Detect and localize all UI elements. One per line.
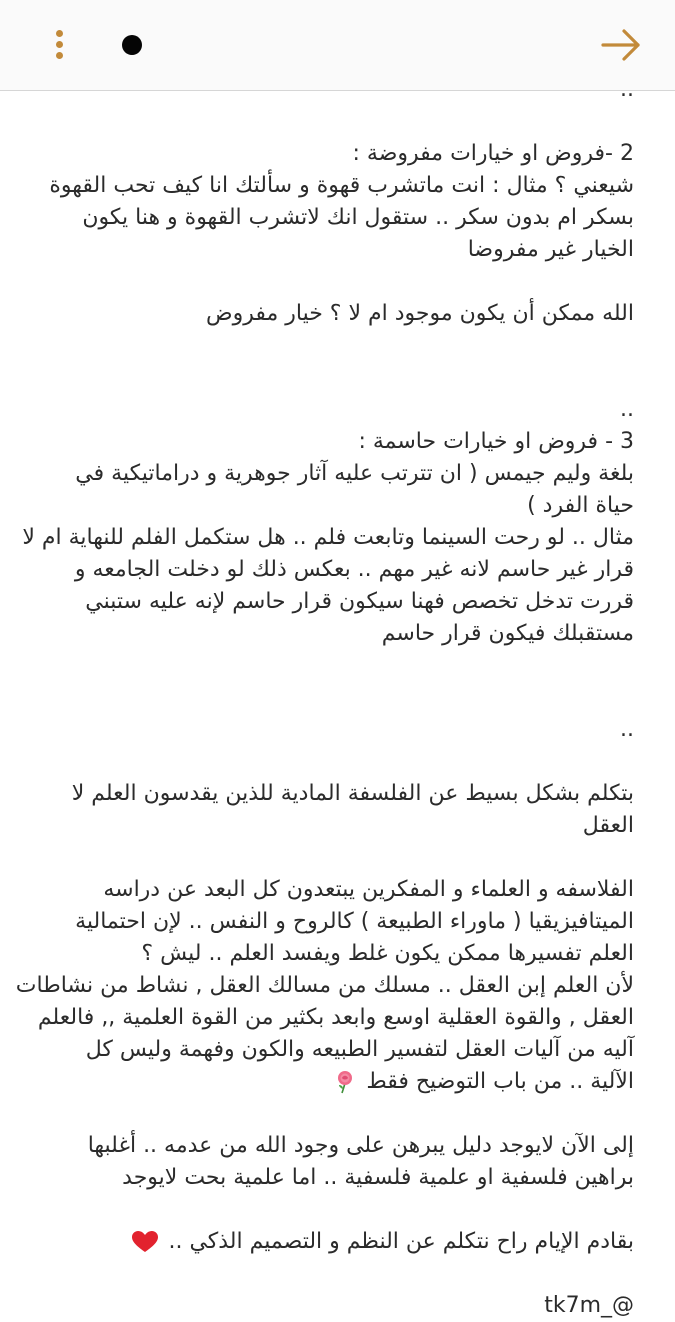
text-line: الميتافيزيقيا ( ماوراء الطبيعة ) كالروح و النفس .. لإن احتمالية bbox=[75, 909, 634, 934]
more-options-icon[interactable] bbox=[48, 28, 72, 62]
text-line: العلم تفسيرها ممكن يكون غلط ويفسد العلم .. ليش ؟ bbox=[141, 941, 634, 966]
text-line: شيعني ؟ مثال : انت ماتشرب قهوة و سألتك انا كيف تحب القهوة bbox=[49, 173, 634, 198]
blank-line bbox=[34, 1098, 634, 1130]
text-line: .. bbox=[620, 397, 634, 422]
rose-icon bbox=[333, 1070, 357, 1094]
red-heart-icon bbox=[131, 1230, 159, 1254]
text-line-with-rose bbox=[34, 1066, 634, 1098]
text-line: مثال .. لو رحت السينما وتابعت فلم .. هل ستكمل الفلم للنهاية ام لا bbox=[22, 525, 634, 550]
text-line: آليه من آليات العقل لتفسير الطبيعه والكون وفهمة وليس كل bbox=[85, 1037, 634, 1062]
author-handle: @_tk7m bbox=[544, 1293, 634, 1318]
text-line: الآلية .. من باب التوضيح فقط bbox=[366, 1069, 634, 1094]
text-line: الخيار غير مفروضا bbox=[467, 237, 634, 262]
text-line: الله ممكن أن يكون موجود ام لا ؟ خيار مفروض bbox=[205, 301, 634, 326]
heading-forced-options: 2 -فروض او خيارات مفروضة : bbox=[352, 141, 634, 166]
text-line: براهين فلسفية او علمية فلسفية .. اما علمية بحت لايوجد bbox=[122, 1165, 634, 1190]
text-line: حياة الفرد ) bbox=[527, 493, 634, 518]
text-line-with-heart bbox=[34, 1226, 634, 1258]
arrow-right-icon[interactable] bbox=[600, 27, 642, 63]
blank-line bbox=[34, 330, 634, 362]
text-line: بلغة وليم جيمس ( ان تترتب عليه آثار جوهرية و دراماتيكية في bbox=[75, 461, 634, 486]
blank-line bbox=[34, 842, 634, 874]
text-line: إلى الآن لايوجد دليل يبرهن على وجود الله من عدمه .. أغلبها bbox=[87, 1133, 634, 1158]
text-line: بتكلم بشكل بسيط عن الفلسفة المادية للذين يقدسون العلم لا bbox=[71, 781, 634, 806]
text-line: بقادم الإيام راح نتكلم عن النظم و التصميم الذكي .. bbox=[168, 1229, 634, 1254]
blank-line bbox=[34, 682, 634, 714]
text-line: العقل bbox=[582, 813, 634, 838]
text-line: .. bbox=[620, 717, 634, 742]
text-line: .. bbox=[620, 77, 634, 102]
text-line: قررت تدخل تخصص فهنا سيكون قرار حاسم لإنه عليه ستبني bbox=[85, 589, 634, 614]
black-dot-icon[interactable] bbox=[122, 35, 142, 55]
note-body[interactable] bbox=[15, 74, 634, 1322]
text-line: لأن العلم إبن العقل .. مسلك من مسالك العقل , نشاط من نشاطات bbox=[15, 973, 634, 998]
blank-line bbox=[34, 106, 634, 138]
text-line: الفلاسفه و العلماء و المفكرين يبتعدون كل البعد عن دراسه bbox=[103, 877, 634, 902]
blank-line bbox=[34, 1258, 634, 1290]
blank-line bbox=[34, 1194, 634, 1226]
text-line: العقل , والقوة العقلية اوسع وابعد بكثير من القوة العلمية ,, فالعلم bbox=[37, 1005, 634, 1030]
text-line: قرار غير حاسم لانه غير مهم .. بعكس ذلك لو دخلت الجامعه و bbox=[74, 557, 634, 582]
text-line: مستقبلك فيكون قرار حاسم bbox=[381, 621, 634, 646]
blank-line bbox=[34, 266, 634, 298]
blank-line bbox=[34, 746, 634, 778]
text-line: بسكر ام بدون سكر .. ستقول انك لاتشرب القهوة و هنا يكون bbox=[82, 205, 634, 230]
heading-decisive-options: 3 - فروض او خيارات حاسمة : bbox=[358, 429, 634, 454]
blank-line bbox=[34, 362, 634, 394]
blank-line bbox=[34, 650, 634, 682]
